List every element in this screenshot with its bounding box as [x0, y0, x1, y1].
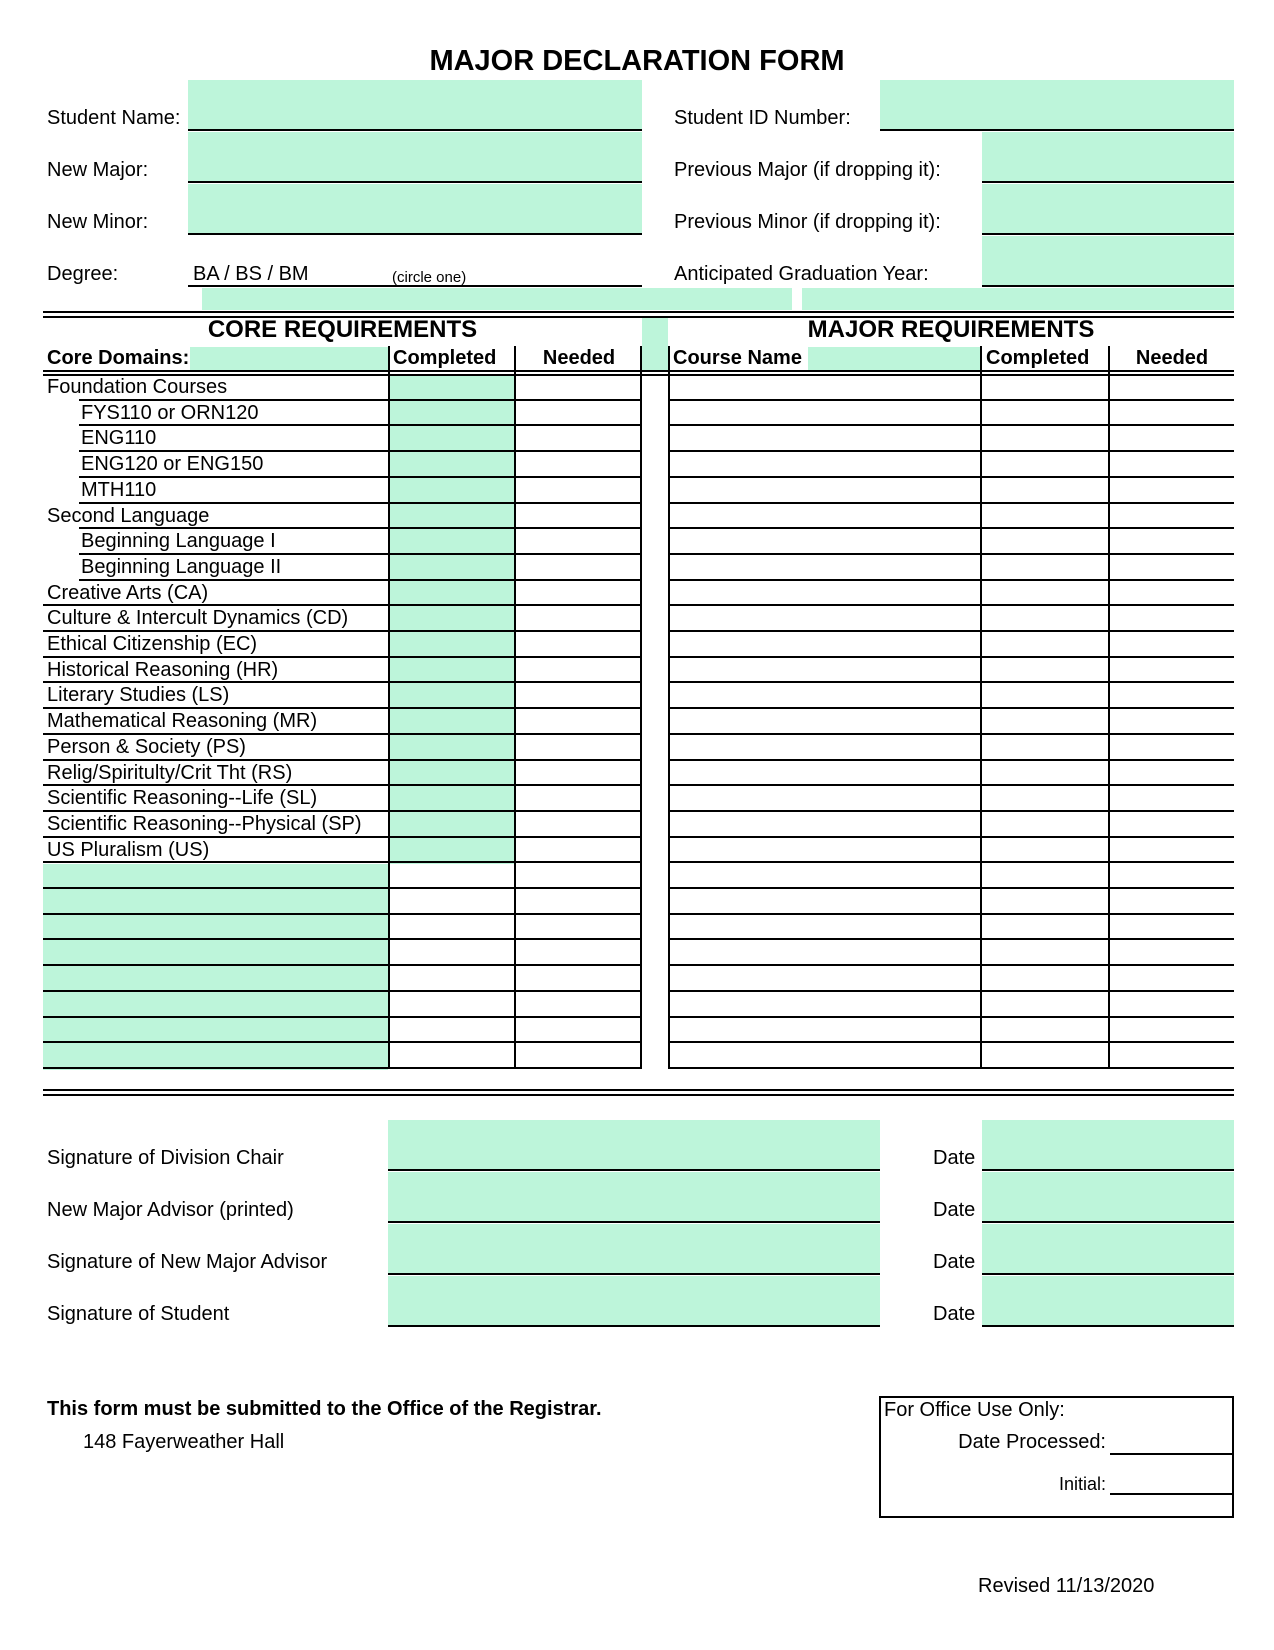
core-domain-label: Scientific Reasoning--Life (SL) — [47, 787, 318, 810]
table-row — [43, 451, 1234, 477]
advisor-printed-label: New Major Advisor (printed) — [47, 1199, 294, 1221]
student-id-label: Student ID Number: — [674, 107, 851, 129]
spacer-band-right — [802, 288, 1234, 310]
date-field-2[interactable] — [982, 1172, 1234, 1222]
core-domain-label: Beginning Language II — [81, 555, 282, 578]
date-label-2: Date — [933, 1199, 976, 1221]
student-signature-field[interactable] — [388, 1276, 880, 1326]
core-completed-header: Completed — [393, 347, 497, 369]
date-processed-label: Date Processed: — [958, 1431, 1106, 1453]
core-domain-label: Culture & Intercult Dynamics (CD) — [47, 607, 349, 630]
grad-year-label: Anticipated Graduation Year: — [674, 263, 929, 285]
division-chair-signature-field[interactable] — [388, 1120, 880, 1170]
core-domain-label: ENG110 — [81, 427, 157, 450]
table-row — [43, 425, 1234, 451]
table-row — [43, 811, 1234, 837]
core-domains-header: Core Domains: — [47, 347, 190, 369]
major-completed-header: Completed — [986, 347, 1090, 369]
new-minor-field[interactable] — [188, 184, 642, 234]
form-title: MAJOR DECLARATION FORM — [429, 45, 845, 77]
table-row — [43, 400, 1234, 426]
degree-label: Degree: — [47, 263, 119, 285]
table-row — [43, 477, 1234, 503]
table-row — [43, 991, 1234, 1017]
submit-note: This form must be submitted to the Office of the Registrar. — [47, 1398, 602, 1420]
division-chair-label: Signature of Division Chair — [47, 1147, 284, 1169]
table-row — [43, 682, 1234, 708]
student-name-field[interactable] — [188, 80, 642, 130]
core-domain-label: MTH110 — [81, 478, 157, 501]
major-requirements-heading: MAJOR REQUIREMENTS — [807, 316, 1095, 343]
table-row — [43, 785, 1234, 811]
grad-year-field[interactable] — [982, 236, 1234, 286]
core-domain-label: ENG120 or ENG150 — [81, 453, 264, 476]
table-row — [43, 374, 1234, 400]
table-row — [43, 580, 1234, 606]
revised-date: Revised 11/13/2020 — [978, 1575, 1155, 1597]
core-domain-label: FYS110 or ORN120 — [81, 401, 259, 424]
date-label-1: Date — [933, 1147, 976, 1169]
table-row — [43, 503, 1234, 529]
office-use-label: For Office Use Only: — [884, 1399, 1065, 1421]
date-field-3[interactable] — [982, 1224, 1234, 1274]
advisor-signature-label: Signature of New Major Advisor — [47, 1251, 328, 1273]
core-domain-label: Ethical Citizenship (EC) — [47, 633, 258, 655]
previous-major-label: Previous Major (if dropping it): — [674, 159, 941, 181]
date-field-1[interactable] — [982, 1120, 1234, 1170]
table-row — [43, 939, 1234, 965]
previous-minor-field[interactable] — [982, 184, 1234, 234]
core-domain-label: US Pluralism (US) — [47, 838, 210, 861]
core-domain-label: Beginning Language I — [81, 530, 276, 553]
table-row — [43, 657, 1234, 683]
student-name-label: Student Name: — [47, 107, 181, 129]
advisor-signature-field[interactable] — [388, 1224, 880, 1274]
degree-options: BA / BS / BM — [193, 263, 309, 285]
registrar-address: 148 Fayerweather Hall — [83, 1431, 285, 1453]
new-minor-label: New Minor: — [47, 211, 149, 233]
table-row — [43, 554, 1234, 580]
date-label-4: Date — [933, 1303, 976, 1325]
table-row — [43, 760, 1234, 786]
student-id-field[interactable] — [880, 80, 1234, 130]
core-domain-label: Person & Society (PS) — [47, 735, 246, 758]
table-row — [43, 708, 1234, 734]
table-row — [43, 528, 1234, 554]
initial-label: Initial: — [1058, 1474, 1106, 1494]
table-row — [43, 605, 1234, 631]
table-row — [43, 914, 1234, 940]
circle-one-note: (circle one) — [392, 269, 467, 286]
table-row — [43, 888, 1234, 914]
new-major-label: New Major: — [47, 159, 149, 181]
core-domain-label: Literary Studies (LS) — [47, 684, 230, 707]
table-row — [43, 734, 1234, 760]
course-name-header: Course Name — [673, 347, 802, 369]
core-domain-label: Second Language — [47, 504, 210, 527]
date-label-3: Date — [933, 1251, 976, 1273]
table-row — [43, 1017, 1234, 1043]
table-row — [43, 837, 1234, 863]
core-domain-label: Creative Arts (CA) — [47, 581, 209, 604]
core-domain-label: Scientific Reasoning--Physical (SP) — [47, 812, 362, 835]
core-domain-label: Mathematical Reasoning (MR) — [47, 710, 318, 733]
previous-minor-label: Previous Minor (if dropping it): — [674, 211, 941, 233]
core-domain-label: Historical Reasoning (HR) — [47, 658, 279, 681]
table-row — [43, 862, 1234, 888]
new-major-field[interactable] — [188, 132, 642, 182]
table-row — [43, 965, 1234, 991]
core-domain-label: Relig/Spiritulty/Crit Tht (RS) — [47, 761, 293, 784]
date-field-4[interactable] — [982, 1276, 1234, 1326]
table-row — [43, 1042, 1234, 1068]
initial-line[interactable] — [1110, 1493, 1234, 1495]
student-signature-label: Signature of Student — [47, 1303, 230, 1325]
core-domain-label: Foundation Courses — [47, 376, 228, 398]
major-needed-header: Needed — [1135, 347, 1209, 369]
core-needed-header: Needed — [542, 347, 616, 369]
table-row — [43, 631, 1234, 657]
core-requirements-heading: CORE REQUIREMENTS — [207, 316, 478, 343]
spacer-band-left — [202, 288, 792, 310]
previous-major-field[interactable] — [982, 132, 1234, 182]
advisor-printed-field[interactable] — [388, 1172, 880, 1222]
date-processed-line[interactable] — [1110, 1453, 1234, 1455]
